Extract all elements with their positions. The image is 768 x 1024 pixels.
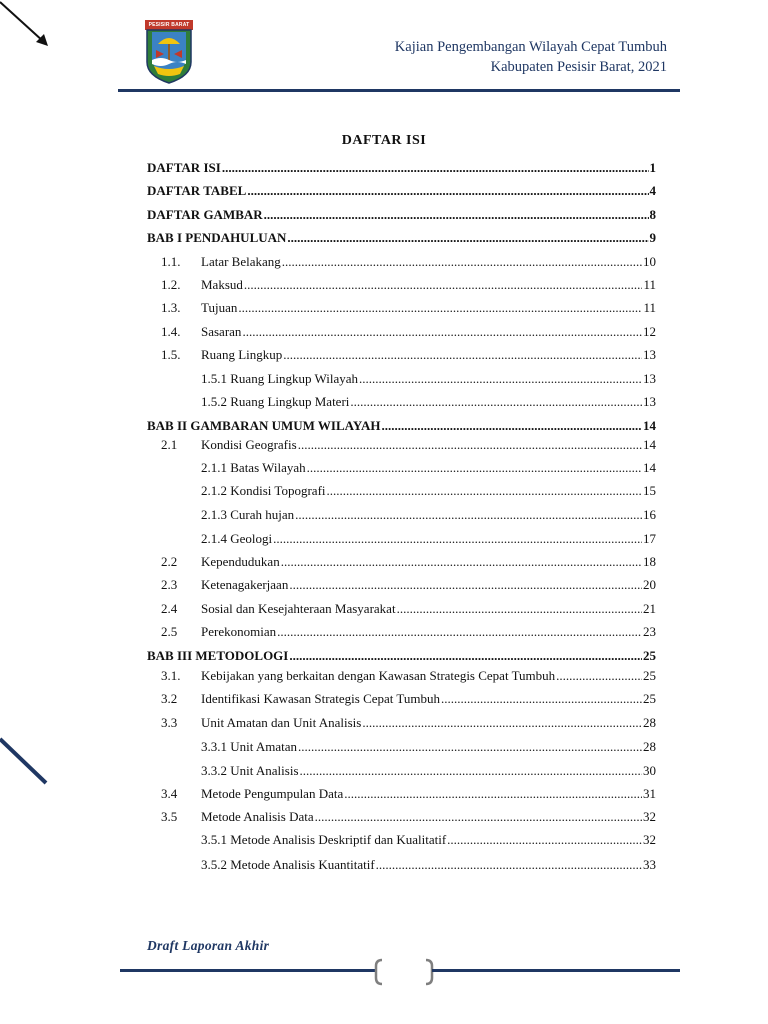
toc-leader-dots bbox=[376, 855, 642, 875]
toc-leader-dots bbox=[264, 205, 649, 225]
toc-entry-number: 3.3 bbox=[161, 715, 178, 730]
toc-entry[interactable] bbox=[0, 505, 768, 525]
toc-entry-page: 20 bbox=[643, 577, 656, 592]
toc-entry-label: DAFTAR ISI bbox=[147, 160, 221, 175]
toc-entry-page: 8 bbox=[649, 207, 656, 222]
toc-entry-page: 9 bbox=[649, 230, 656, 245]
toc-entry[interactable] bbox=[0, 228, 768, 248]
toc-entry-number: 1.2. bbox=[161, 277, 181, 292]
toc-entry[interactable] bbox=[0, 345, 768, 365]
toc-entry-page: 25 bbox=[643, 648, 656, 663]
toc-leader-dots bbox=[287, 228, 648, 248]
header-title-line2: Kabupaten Pesisir Barat, 2021 bbox=[490, 59, 667, 75]
toc-entry-label: 3.5.2 Metode Analisis Kuantitatif bbox=[201, 857, 375, 872]
toc-entry-page: 13 bbox=[643, 394, 656, 409]
toc-leader-dots bbox=[307, 458, 642, 478]
toc-entry-page: 31 bbox=[643, 786, 656, 801]
toc-leader-dots bbox=[222, 158, 649, 178]
toc-entry-label: Kondisi Geografis bbox=[201, 437, 297, 452]
header-divider bbox=[118, 89, 680, 92]
toc-entry-label: 3.5.1 Metode Analisis Deskriptif dan Kualitatif bbox=[201, 832, 447, 847]
toc-leader-dots bbox=[362, 713, 642, 733]
toc-entry[interactable] bbox=[0, 252, 768, 272]
toc-entry-page: 28 bbox=[643, 715, 656, 730]
toc-entry-label: 2.1.2 Kondisi Topografi bbox=[201, 483, 326, 498]
toc-heading: DAFTAR ISI bbox=[341, 133, 427, 148]
toc-leader-dots bbox=[298, 435, 642, 455]
regency-logo bbox=[144, 20, 194, 84]
toc-entry-label: Kependudukan bbox=[201, 554, 280, 569]
toc-entry-page: 13 bbox=[643, 347, 656, 362]
toc-entry-label: Ruang Lingkup bbox=[201, 347, 283, 362]
toc-entry-label: Kebijakan yang berkaitan dengan Kawasan Strategis Cepat Tumbuh bbox=[201, 668, 556, 683]
toc-leader-dots bbox=[397, 599, 642, 619]
toc-entry[interactable] bbox=[0, 599, 768, 619]
toc-entry-page: 15 bbox=[643, 483, 656, 498]
toc-entry-number: 2.5 bbox=[161, 624, 178, 639]
toc-leader-dots bbox=[289, 646, 642, 666]
toc-entry-page: 10 bbox=[643, 254, 656, 269]
page-number-bracket-icon bbox=[374, 958, 434, 986]
toc-entry[interactable] bbox=[0, 737, 768, 757]
toc-entry-label: Ketenagakerjaan bbox=[201, 577, 289, 592]
toc-entry-page: 23 bbox=[643, 624, 656, 639]
toc-entry-page: 11 bbox=[643, 300, 656, 315]
toc-leader-dots bbox=[247, 181, 648, 201]
footer-divider-left bbox=[120, 969, 376, 972]
toc-leader-dots bbox=[359, 369, 642, 389]
toc-entry-page: 14 bbox=[643, 418, 656, 433]
toc-entry[interactable] bbox=[0, 275, 768, 295]
toc-entry-label: Metode Pengumpulan Data bbox=[201, 786, 344, 801]
toc-entry-number: 1.3. bbox=[161, 300, 181, 315]
toc-entry-label: Perekonomian bbox=[201, 624, 277, 639]
toc-entry-label: 3.3.1 Unit Amatan bbox=[201, 739, 298, 754]
toc-entry[interactable] bbox=[0, 181, 768, 201]
toc-entry[interactable] bbox=[0, 481, 768, 501]
toc-entry-label: Maksud bbox=[201, 277, 243, 292]
toc-entry[interactable] bbox=[0, 713, 768, 733]
toc-entry-page: 32 bbox=[643, 832, 656, 847]
toc-leader-dots bbox=[298, 737, 642, 757]
toc-entry-number: 2.3 bbox=[161, 577, 178, 592]
toc-entry-label: Sosial dan Kesejahteraan Masyarakat bbox=[201, 601, 396, 616]
toc-leader-dots bbox=[382, 416, 642, 436]
toc-leader-dots bbox=[344, 784, 642, 804]
toc-entry-label: BAB I PENDAHULUAN bbox=[147, 230, 287, 245]
toc-entry-label: BAB III METODOLOGI bbox=[147, 648, 289, 663]
toc-entry-number: 2.4 bbox=[161, 601, 178, 616]
toc-entry[interactable] bbox=[0, 392, 768, 412]
toc-entry-label: 2.1.1 Batas Wilayah bbox=[201, 460, 306, 475]
toc-entry-page: 14 bbox=[643, 460, 656, 475]
toc-leader-dots bbox=[556, 666, 642, 686]
toc-entry-page: 28 bbox=[643, 739, 656, 754]
toc-entry-page: 16 bbox=[643, 507, 656, 522]
toc-entry-label: 2.1.4 Geologi bbox=[201, 531, 273, 546]
toc-entry-label: 2.1.3 Curah hujan bbox=[201, 507, 295, 522]
toc-entry[interactable] bbox=[0, 830, 768, 850]
toc-entry-label: BAB II GAMBARAN UMUM WILAYAH bbox=[147, 418, 381, 433]
toc-leader-dots bbox=[350, 392, 642, 412]
toc-leader-dots bbox=[277, 622, 642, 642]
toc-entry-number: 1.1. bbox=[161, 254, 181, 269]
toc-entry-page: 33 bbox=[643, 857, 656, 872]
toc-entry-page: 17 bbox=[643, 531, 656, 546]
toc-entry[interactable] bbox=[0, 646, 768, 666]
toc-entry-page: 12 bbox=[643, 324, 656, 339]
toc-entry-label: 3.3.2 Unit Analisis bbox=[201, 763, 299, 778]
toc-entry-label: Unit Amatan dan Unit Analisis bbox=[201, 715, 362, 730]
toc-leader-dots bbox=[238, 298, 642, 318]
toc-entry-page: 32 bbox=[643, 809, 656, 824]
corner-arrow-icon bbox=[0, 0, 60, 60]
toc-entry-page: 18 bbox=[643, 554, 656, 569]
toc-entry[interactable] bbox=[0, 855, 768, 875]
toc-leader-dots bbox=[281, 552, 642, 572]
toc-leader-dots bbox=[447, 830, 642, 850]
toc-entry[interactable] bbox=[0, 529, 768, 549]
toc-entry-page: 30 bbox=[643, 763, 656, 778]
footer-label: Draft Laporan Akhir bbox=[147, 938, 270, 953]
toc-entry-page: 14 bbox=[643, 437, 656, 452]
toc-entry[interactable] bbox=[0, 689, 768, 709]
toc-entry-number: 2.2 bbox=[161, 554, 178, 569]
toc-entry-label: Tujuan bbox=[201, 300, 238, 315]
toc-entry-label: Identifikasi Kawasan Strategis Cepat Tumbuh bbox=[201, 691, 441, 706]
toc-entry[interactable] bbox=[0, 369, 768, 389]
toc-entry[interactable] bbox=[0, 622, 768, 642]
toc-entry-number: 3.2 bbox=[161, 691, 178, 706]
toc-entry-label: 1.5.1 Ruang Lingkup Wilayah bbox=[201, 371, 359, 386]
toc-entry-number: 1.5. bbox=[161, 347, 181, 362]
toc-entry-page: 11 bbox=[643, 277, 656, 292]
toc-entry-label: Sasaran bbox=[201, 324, 242, 339]
toc-entry-page: 21 bbox=[643, 601, 656, 616]
logo-text: PESISIR BARAT bbox=[148, 22, 190, 28]
toc-leader-dots bbox=[300, 761, 642, 781]
toc-entry[interactable] bbox=[0, 458, 768, 478]
toc-leader-dots bbox=[283, 345, 642, 365]
toc-leader-dots bbox=[315, 807, 642, 827]
toc-entry[interactable] bbox=[0, 435, 768, 455]
toc-entry-number: 3.4 bbox=[161, 786, 178, 801]
toc-entry[interactable] bbox=[0, 807, 768, 827]
toc-leader-dots bbox=[295, 505, 642, 525]
toc-entry-label: Metode Analisis Data bbox=[201, 809, 314, 824]
toc-leader-dots bbox=[244, 275, 643, 295]
toc-entry-number: 2.1 bbox=[161, 437, 178, 452]
toc-entry[interactable] bbox=[0, 322, 768, 342]
toc-leader-dots bbox=[273, 529, 642, 549]
footer-divider-right bbox=[432, 969, 680, 972]
toc-entry-page: 25 bbox=[643, 668, 656, 683]
toc-entry-page: 25 bbox=[643, 691, 656, 706]
toc-entry-number: 3.1. bbox=[161, 668, 181, 683]
toc-entry-label: DAFTAR TABEL bbox=[147, 183, 247, 198]
toc-entry-page: 13 bbox=[643, 371, 656, 386]
toc-entry[interactable] bbox=[0, 761, 768, 781]
toc-leader-dots bbox=[282, 252, 642, 272]
toc-leader-dots bbox=[289, 575, 642, 595]
toc-entry-label: 1.5.2 Ruang Lingkup Materi bbox=[201, 394, 350, 409]
toc-entry-number: 1.4. bbox=[161, 324, 181, 339]
toc-entry[interactable] bbox=[0, 205, 768, 225]
toc-entry[interactable] bbox=[0, 784, 768, 804]
header-title-line1: Kajian Pengembangan Wilayah Cepat Tumbuh bbox=[394, 39, 667, 55]
toc-entry-label: DAFTAR GAMBAR bbox=[147, 207, 263, 222]
toc-entry[interactable] bbox=[0, 416, 768, 436]
toc-entry-page: 4 bbox=[649, 183, 656, 198]
toc-entry[interactable] bbox=[0, 552, 768, 572]
toc-entry[interactable] bbox=[0, 298, 768, 318]
toc-entry[interactable] bbox=[0, 158, 768, 178]
toc-entry[interactable] bbox=[0, 666, 768, 686]
toc-entry-page: 1 bbox=[649, 160, 656, 175]
toc-entry-number: 3.5 bbox=[161, 809, 178, 824]
toc-leader-dots bbox=[242, 322, 642, 342]
toc-leader-dots bbox=[441, 689, 642, 709]
toc-leader-dots bbox=[327, 481, 642, 501]
toc-entry-label: Latar Belakang bbox=[201, 254, 281, 269]
toc-entry[interactable] bbox=[0, 575, 768, 595]
